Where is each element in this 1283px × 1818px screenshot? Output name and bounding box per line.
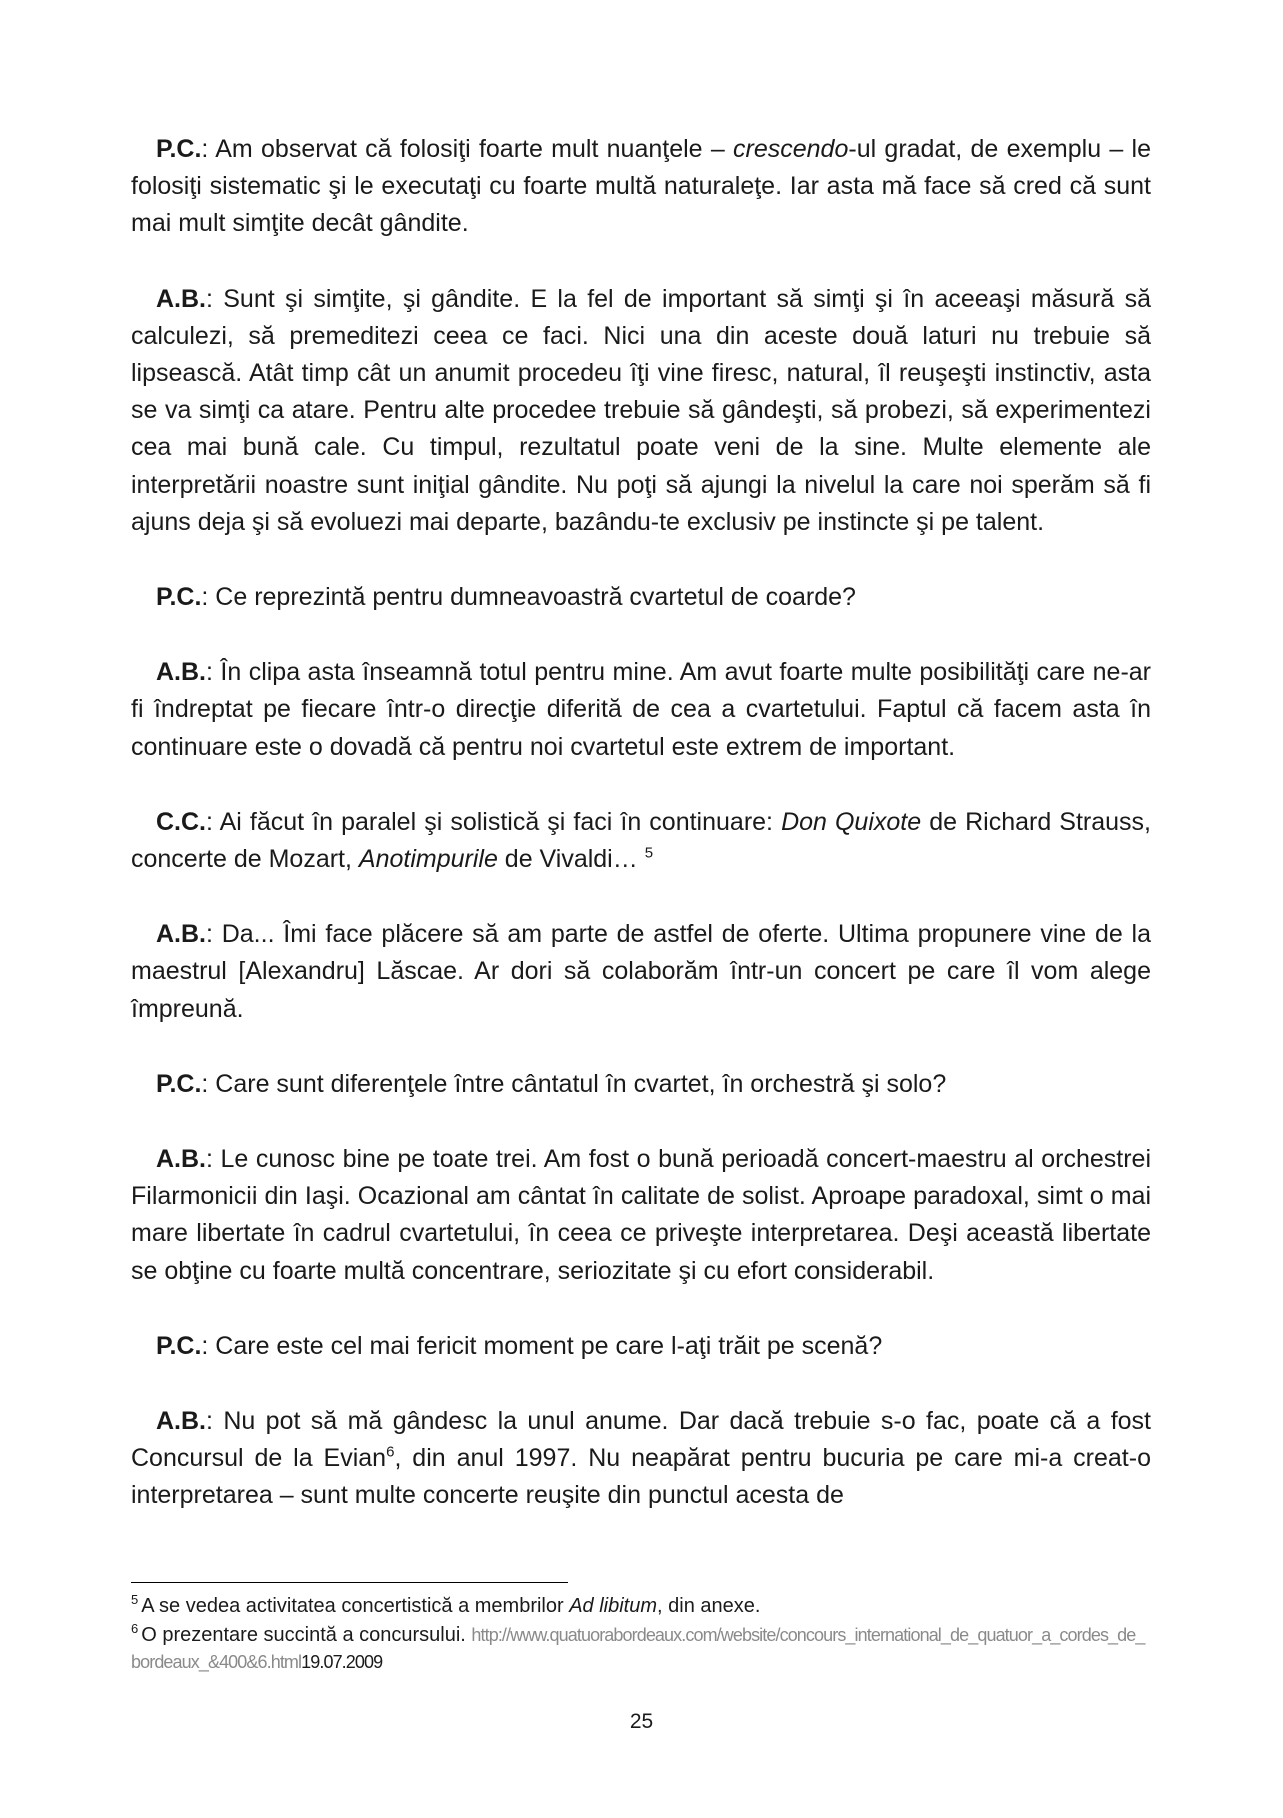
paragraph-text: : Da... Îmi face plăcere să am parte de astfel de oferte. Ultima propunere vine de la maestrul [Alexandru] Lăscae. Ar dori să colaborăm într-un concert pe care îl vom alege împreună.	[131, 920, 1151, 1023]
italic-title: Anotimpurile	[358, 845, 498, 874]
paragraph-text: : Ce reprezintă pentru dumneavoastră cvartetul de coarde?	[201, 583, 856, 612]
paragraph-ab-oferte	[131, 916, 1151, 1028]
speaker-label: C.C.	[156, 807, 206, 836]
paragraph-ab-evian	[131, 1403, 1151, 1515]
paragraph-text: : Le cunosc bine pe toate trei. Am fost o bună perioadă concert-maestru al orchestrei Filarmonicii din Iaşi. Ocazional am cântat în calitate de solist. Aproape paradoxal, simt o mai mare libertate în cadrul cvartetului, în ceea ce priveşte interpretarea. Deşi această libertate se obţine cu foarte multă concentrare, seriozitate şi cu efort considerabil.	[131, 1145, 1151, 1285]
paragraph-text: : Care sunt diferenţele între cântatul în cvartet, în orchestră şi solo?	[201, 1069, 947, 1098]
speaker-label: A.B.	[156, 284, 206, 313]
footnote-reference[interactable]: 5	[644, 844, 654, 862]
footnote-access-date: 19.07.2009	[301, 1652, 383, 1672]
italic-ensemble-name: Ad libitum	[569, 1595, 658, 1617]
page-number: 25	[629, 1710, 654, 1733]
paragraph-text: : În clipa asta înseamnă totul pentru mine. Am avut foarte multe posibilităţi care ne-ar fi îndreptat pe fiecare într-o direcţie diferită de cea a cvartetului. Faptul că facem asta în continuare este o dovadă că pentru noi cvartetul este extrem de important.	[131, 658, 1151, 761]
italic-term: crescendo	[733, 135, 849, 163]
paragraph-pc-nuante	[131, 131, 1151, 243]
paragraph-pc-moment	[131, 1328, 1151, 1365]
speaker-label: A.B.	[156, 1407, 206, 1436]
footnote-reference[interactable]: 6	[386, 1443, 395, 1461]
paragraph-ab-trei	[131, 1141, 1151, 1290]
italic-title: Don Quixote	[781, 807, 922, 836]
paragraph-text: de Richard Strauss, concerte de Mozart,	[131, 807, 1151, 874]
footnote-number: 5	[131, 1592, 139, 1608]
paragraph-cc-solistica	[131, 804, 1151, 878]
speaker-label: P.C.	[156, 583, 202, 612]
footnote-6	[131, 1622, 1151, 1676]
paragraph-pc-cvartet	[131, 579, 1151, 616]
paragraph-text: : Care este cel mai fericit moment pe care l-aţi trăit pe scenă?	[201, 1331, 883, 1360]
paragraph-text: : Sunt şi simţite, şi gândite. E la fel de important să simţi şi în aceeaşi măsură să calculezi, să premeditezi ceea ce faci. Nici una din aceste două laturi nu trebuie să lipsească. Atât timp cât un anumit procedeu îţi vine firesc, natural, îl reuşeşti instinctiv, asta se va simţi ca atare. Pentru alte procedee trebuie să gândeşti, să probezi, să experimentezi cea mai bună cale. Cu timpul, rezultatul poate veni de la sine. Multe elemente ale interpretării noastre sunt iniţial gândite. Nu poţi să ajungi la nivelul la care noi sperăm să fi ajuns deja şi să evoluezi mai departe, bazându-te exclusiv pe instincte şi pe talent.	[131, 284, 1151, 536]
document-body	[131, 131, 1151, 1553]
footnote-number: 6	[131, 1621, 139, 1637]
paragraph-ab-simtite	[131, 281, 1151, 541]
paragraph-text: : Nu pot să mă gândesc la unul anume. Dar dacă trebuie s-o fac, poate că a fost Concursul de la Evian	[131, 1407, 1151, 1473]
speaker-label: P.C.	[156, 1069, 202, 1098]
footnote-text: , din anexe.	[657, 1595, 761, 1617]
footnote-separator	[131, 1582, 568, 1583]
paragraph-ab-totul	[131, 654, 1151, 766]
paragraph-text: : Ai făcut în paralel şi solistică şi faci în continuare:	[206, 807, 782, 836]
speaker-label: A.B.	[156, 658, 206, 687]
paragraph-text: -ul gradat, de exemplu – le folosiţi sistematic şi le executaţi cu foarte multă naturaleţe. Iar asta mă face să cred că sunt mai mult simţite decât gândite.	[131, 135, 1151, 238]
footnote-text: A se vedea activitatea concertistică a membrilor	[141, 1595, 570, 1617]
paragraph-pc-diferente	[131, 1066, 1151, 1103]
speaker-label: P.C.	[156, 135, 202, 163]
speaker-label: A.B.	[156, 1145, 206, 1174]
speaker-label: A.B.	[156, 920, 206, 949]
speaker-label: P.C.	[156, 1331, 202, 1360]
paragraph-text: : Am observat că folosiţi foarte mult nuanţele –	[201, 135, 734, 163]
footnote-url-link[interactable]: http://www.quatuorabordeaux.com/website/concours_international_de_quatuor_a_cordes_de_bordeaux_&400&6.html	[131, 1625, 1145, 1672]
footnote-text: O prezentare succintă a concursului.	[141, 1624, 472, 1646]
footnote-5	[131, 1593, 1151, 1620]
paragraph-text: , din anul 1997. Nu neapărat pentru bucuria pe care mi-a creat-o interpretarea – sunt multe concerte reuşite din punctul acesta de	[131, 1444, 1151, 1510]
paragraph-text: de Vivaldi…	[497, 845, 645, 874]
footnotes	[131, 1593, 1151, 1678]
